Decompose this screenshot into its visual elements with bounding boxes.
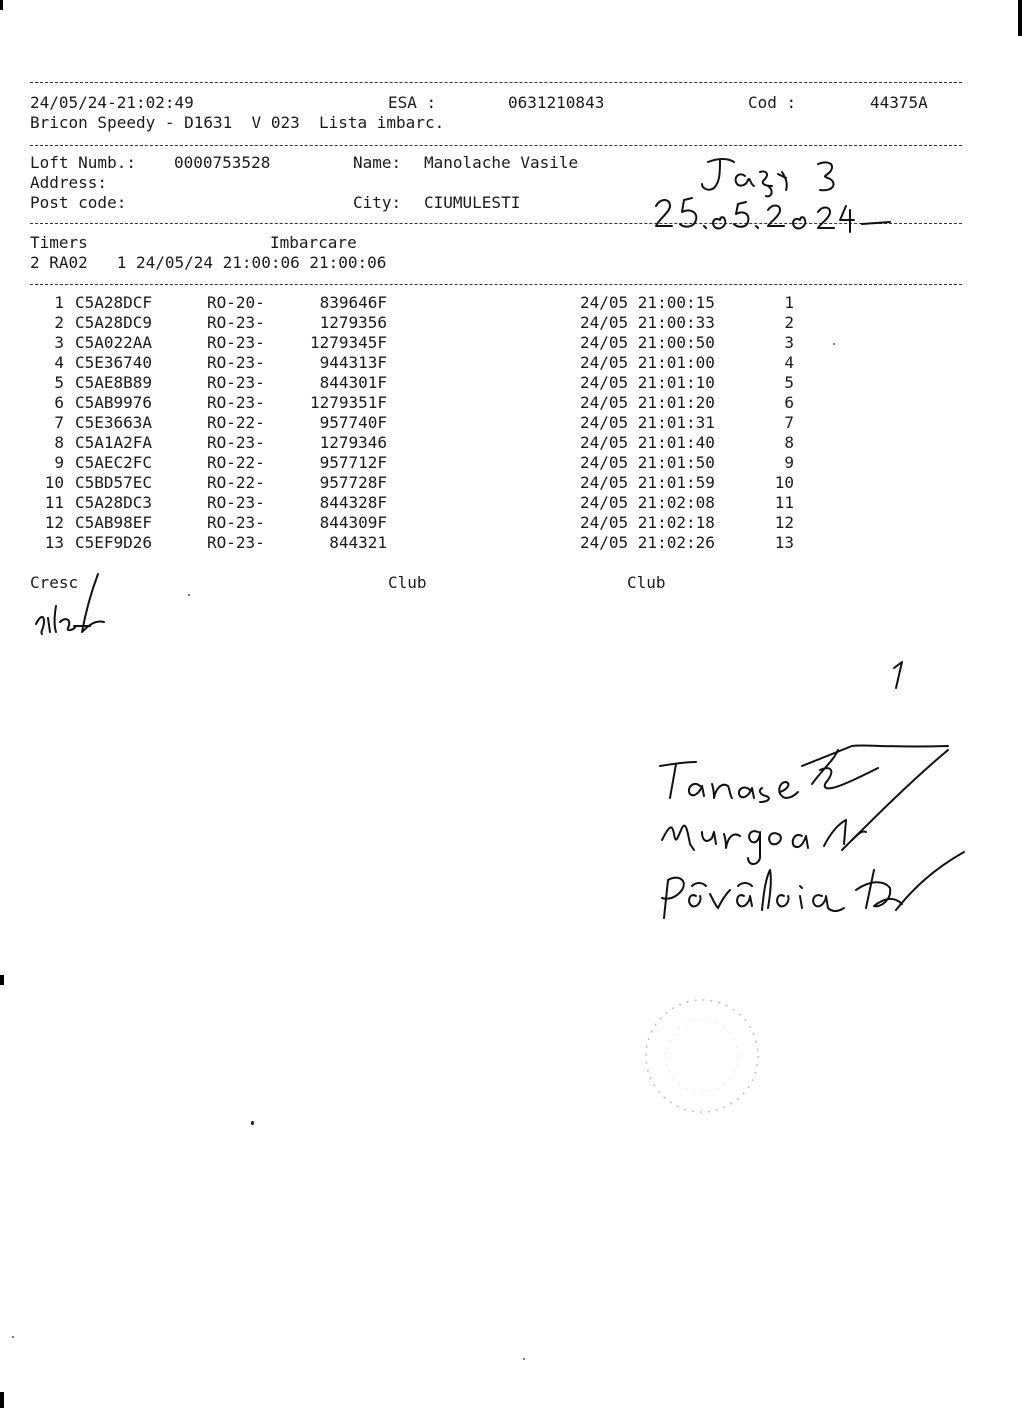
fancier-name: Manolache Vasile <box>424 153 579 172</box>
scan-speck <box>12 1336 14 1338</box>
loft-label: Loft Numb.: <box>30 153 136 172</box>
bird-chip-id: C5AB98EF <box>75 513 153 532</box>
scan-edge-mark <box>1018 0 1022 36</box>
bird-ring-prefix: RO-23- <box>207 353 265 372</box>
scan-edge-mark <box>0 1392 4 1408</box>
handwritten-names-signatures <box>652 740 972 930</box>
bird-ring-prefix: RO-23- <box>207 313 265 332</box>
table-row <box>30 433 830 453</box>
bird-position: 4 <box>784 353 794 372</box>
bird-ring-number: 957712F <box>319 453 387 472</box>
bird-index: 6 <box>54 393 64 412</box>
bird-ring-prefix: RO-23- <box>207 333 265 352</box>
bird-chip-id: C5A28DC3 <box>75 493 153 512</box>
bird-arrival-time: 24/05 21:01:10 <box>580 373 715 392</box>
bird-arrival-time: 24/05 21:02:26 <box>580 533 715 552</box>
bird-index: 1 <box>54 293 64 312</box>
bird-ring-prefix: RO-22- <box>207 473 265 492</box>
address-label: Address: <box>30 173 108 192</box>
scan-speck <box>188 594 190 596</box>
bird-arrival-time: 24/05 21:01:31 <box>580 413 715 432</box>
bird-ring-number: 839646F <box>319 293 387 312</box>
handwritten-mark-1 <box>886 658 910 692</box>
bird-arrival-time: 24/05 21:00:15 <box>580 293 715 312</box>
bird-arrival-time: 24/05 21:01:50 <box>580 453 715 472</box>
bird-ring-number: 1279351F <box>309 393 387 412</box>
scan-speck <box>251 1121 254 1125</box>
bird-index: 10 <box>44 473 64 492</box>
bird-ring-prefix: RO-23- <box>207 513 265 532</box>
bird-chip-id: C5AB9976 <box>75 393 153 412</box>
bird-position: 3 <box>784 333 794 352</box>
bird-chip-id: C5BD57EC <box>75 473 153 492</box>
bird-ring-prefix: RO-23- <box>207 493 265 512</box>
signature-cresc <box>30 570 120 640</box>
bird-ring-prefix: RO-20- <box>207 293 265 312</box>
timer-line: 2 RA02 1 24/05/24 21:00:06 21:00:06 <box>30 253 387 272</box>
esa-value: 0631210843 <box>508 93 605 112</box>
bird-arrival-time: 24/05 21:02:08 <box>580 493 715 512</box>
table-row <box>30 313 830 333</box>
bird-arrival-time: 24/05 21:01:00 <box>580 353 715 372</box>
bird-ring-prefix: RO-23- <box>207 433 265 452</box>
table-row <box>30 333 830 353</box>
scan-edge-mark <box>0 975 4 985</box>
bird-index: 2 <box>54 313 64 332</box>
table-row <box>30 533 830 553</box>
bird-ring-number: 844309F <box>319 513 387 532</box>
bird-position: 11 <box>774 493 794 512</box>
bird-ring-number: 844321 <box>329 533 387 552</box>
bird-index: 13 <box>44 533 64 552</box>
bird-chip-id: C5A28DCF <box>75 293 153 312</box>
bird-chip-id: C5A022AA <box>75 333 153 352</box>
handwritten-note-date <box>650 190 910 240</box>
bird-position: 6 <box>784 393 794 412</box>
bird-position: 5 <box>784 373 794 392</box>
bird-arrival-time: 24/05 21:00:33 <box>580 313 715 332</box>
club-line: Bricon Speedy - D1631 V 023 Lista imbarc. <box>30 113 445 132</box>
cresc-label: Cresc <box>30 573 79 592</box>
bird-index: 8 <box>54 433 64 452</box>
timers-label: Timers <box>30 233 88 252</box>
bird-position: 1 <box>784 293 794 312</box>
bird-index: 5 <box>54 373 64 392</box>
bird-arrival-time: 24/05 21:01:20 <box>580 393 715 412</box>
bird-chip-id: C5AE8B89 <box>75 373 153 392</box>
bird-index: 4 <box>54 353 64 372</box>
bird-ring-prefix: RO-22- <box>207 413 265 432</box>
bird-chip-id: C5EF9D26 <box>75 533 153 552</box>
bird-ring-number: 957740F <box>319 413 387 432</box>
table-row <box>30 373 830 393</box>
name-label: Name: <box>353 153 402 172</box>
bird-index: 11 <box>44 493 64 512</box>
club-label-1: Club <box>388 573 427 592</box>
table-row <box>30 353 830 373</box>
bird-position: 7 <box>784 413 794 432</box>
scan-edge-mark <box>0 0 3 10</box>
city-label: City: <box>353 193 402 212</box>
bird-arrival-time: 24/05 21:01:59 <box>580 473 715 492</box>
bird-index: 12 <box>44 513 64 532</box>
bird-ring-prefix: RO-22- <box>207 453 265 472</box>
bird-ring-number: 1279346 <box>319 433 387 452</box>
bird-index: 9 <box>54 453 64 472</box>
bird-position: 12 <box>774 513 794 532</box>
table-row <box>30 393 830 413</box>
esa-label: ESA : <box>388 93 437 112</box>
table-row <box>30 493 830 513</box>
bird-ring-prefix: RO-23- <box>207 533 265 552</box>
bird-arrival-time: 24/05 21:01:40 <box>580 433 715 452</box>
bird-ring-prefix: RO-23- <box>207 373 265 392</box>
divider <box>30 145 962 146</box>
table-row <box>30 453 830 473</box>
divider <box>30 82 962 83</box>
table-row <box>30 473 830 493</box>
divider <box>30 284 962 285</box>
bird-ring-number: 844301F <box>319 373 387 392</box>
bird-position: 2 <box>784 313 794 332</box>
table-row <box>30 293 830 313</box>
imbarcare-label: Imbarcare <box>270 233 357 252</box>
city-value: CIUMULESTI <box>424 193 521 212</box>
bird-arrival-time: 24/05 21:02:18 <box>580 513 715 532</box>
print-datetime: 24/05/24-21:02:49 <box>30 93 194 112</box>
bird-position: 10 <box>774 473 794 492</box>
bird-ring-number: 1279356 <box>319 313 387 332</box>
bird-chip-id: C5A1A2FA <box>75 433 153 452</box>
bird-index: 3 <box>54 333 64 352</box>
cod-value: 44375A <box>870 93 928 112</box>
table-row <box>30 413 830 433</box>
scan-speck <box>523 1358 525 1360</box>
bird-ring-prefix: RO-23- <box>207 393 265 412</box>
bird-position: 9 <box>784 453 794 472</box>
club-label-2: Club <box>627 573 666 592</box>
loft-number: 0000753528 <box>174 153 271 172</box>
scan-speck <box>833 343 835 345</box>
faint-stamp <box>630 990 780 1130</box>
bird-ring-number: 844328F <box>319 493 387 512</box>
bird-position: 13 <box>774 533 794 552</box>
bird-ring-number: 1279345F <box>309 333 387 352</box>
bird-ring-number: 957728F <box>319 473 387 492</box>
postcode-label: Post code: <box>30 193 127 212</box>
bird-chip-id: C5AEC2FC <box>75 453 153 472</box>
cod-label: Cod : <box>748 93 797 112</box>
bird-chip-id: C5A28DC9 <box>75 313 153 332</box>
bird-position: 8 <box>784 433 794 452</box>
bird-arrival-time: 24/05 21:00:50 <box>580 333 715 352</box>
bird-chip-id: C5E36740 <box>75 353 153 372</box>
bird-ring-number: 944313F <box>319 353 387 372</box>
bird-index: 7 <box>54 413 64 432</box>
table-row <box>30 513 830 533</box>
bird-chip-id: C5E3663A <box>75 413 153 432</box>
